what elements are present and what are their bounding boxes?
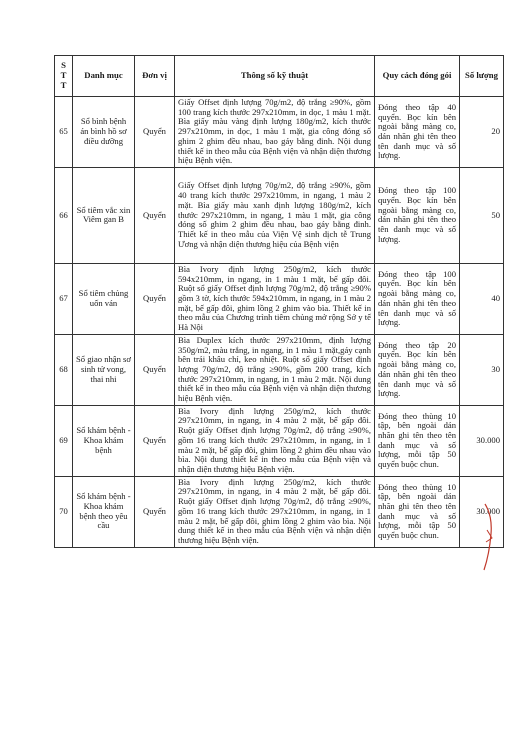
row-spec: Giấy Offset định lượng 70g/m2, độ trắng ≥90%, gồm 100 trang kích thước 297x210mm, in dọc, 1 màu 1 mặt. Bìa giấy màu vàng định lượng 180g/m2, kích thước 297x210mm, in dọc, 1 màu 1 mặt, gia công đóng số ghim 2 ghim đều nhau, bao gáy bằng đinh. Nội dung thiết kế in theo mẫu của Bệnh viện và nhận diện thương hiệu Bệnh viện. bbox=[175, 97, 375, 168]
row-unit: Quyển bbox=[135, 405, 175, 476]
row-packaging: Đóng theo tập 40 quyển. Bọc kín bên ngoài bằng màng co, dán nhãn ghi tên theo tên danh mục và số lượng. bbox=[375, 97, 460, 168]
row-quantity: 30.000 bbox=[460, 405, 504, 476]
row-packaging: Đóng theo tập 100 quyển. Bọc kín bên ngoài bằng màng co, dán nhãn ghi tên theo tên danh mục và số lượng. bbox=[375, 263, 460, 334]
row-unit: Quyển bbox=[135, 167, 175, 263]
table-row bbox=[55, 97, 504, 168]
specification-table bbox=[54, 55, 504, 548]
row-quantity: 40 bbox=[460, 263, 504, 334]
table-row bbox=[55, 405, 504, 476]
row-spec: Bìa Ivory định lượng 250g/m2, kích thước 594x210mm, in ngang, in 1 màu 1 mặt, bế gấp đôi. Ruột sổ giấy Offset định lượng 70g/m2, độ trắng ≥90% gồm 3 tờ, kích thước 594x210mm, in ngang, in 1 màu 2 mặt, bế gấp đôi, ghim lồng 2 ghim vào bìa. Thiết kế in theo mẫu của Chương trình tiêm chủng mở rộng Sở y tế Hà Nội bbox=[175, 263, 375, 334]
row-spec: Giấy Offset định lượng 70g/m2, độ trắng ≥90%, gồm 40 trang kích thước 297x210mm, in ngang, 1 màu 2 mặt. Bìa giấy màu xanh định lượng 180g/m2, kích thước 297x210mm, in ngang, 1 màu 1 mặt, gia công đóng số ghim 2 ghim đều nhau, bao gáy bằng đinh. Thiết kế in theo mẫu của Viện Vệ sinh dịch tễ Trung Ương và nhận diện thương hiệu của Bệnh viện bbox=[175, 167, 375, 263]
row-item-name: Sổ tiêm chủng uốn ván bbox=[73, 263, 135, 334]
row-stt: 67 bbox=[55, 263, 73, 334]
row-spec: Bìa Ivory định lượng 250g/m2, kích thước 297x210mm, in ngang, in 4 màu 2 mặt, bế gấp đôi. Ruột giấy Offset định lượng 70g/m2, độ trắng ≥90%, gồm 16 trang kích thước 297x210mm, in ngang, in 1 màu 2 mặt, bế gấp đôi, ghim lồng 2 ghim đều nhau vào bìa. Nội dung thiết kế in theo mẫu của Bệnh viện và nhận diện thương hiệu Bệnh viện. bbox=[175, 405, 375, 476]
row-packaging: Đóng theo thùng 10 tập, bên ngoài dán nhãn ghi tên theo tên danh mục và số lượng, mỗi tập 50 quyển buộc chun. bbox=[375, 405, 460, 476]
header-qty: Số lượng bbox=[460, 56, 504, 97]
row-stt: 69 bbox=[55, 405, 73, 476]
row-stt: 66 bbox=[55, 167, 73, 263]
row-packaging: Đóng theo thùng 10 tập, bên ngoài dán nhãn ghi tên theo tên danh mục và số lượng, mỗi tập 50 quyển buộc chun. bbox=[375, 476, 460, 547]
header-pack: Quy cách đóng gói bbox=[375, 56, 460, 97]
row-stt: 70 bbox=[55, 476, 73, 547]
row-unit: Quyển bbox=[135, 263, 175, 334]
header-spec: Thông số kỹ thuật bbox=[175, 56, 375, 97]
row-spec: Bìa Ivory định lượng 250g/m2, kích thước 297x210mm, in ngang, in 4 màu 2 mặt, bế gấp đôi. Ruột giấy Offset định lượng 70g/m2, độ trắng ≥90%, gồm 16 trang kích thước 297x210mm, in ngang, in 1 màu 2 mặt, bế gấp đôi, ghim lồng 2 ghim vào bìa. Nội dung thiết kế in theo mẫu của Bệnh viện và nhận diện thương hiệu Bệnh viện. bbox=[175, 476, 375, 547]
row-item-name: Sổ giao nhận sơ sinh tử vong, thai nhi bbox=[73, 334, 135, 405]
header-stt-s: S bbox=[61, 60, 66, 71]
row-stt: 68 bbox=[55, 334, 73, 405]
row-quantity: 30.000 bbox=[460, 476, 504, 547]
row-unit: Quyển bbox=[135, 334, 175, 405]
row-item-name: Sổ tiêm vắc xin Viêm gan B bbox=[73, 167, 135, 263]
row-quantity: 20 bbox=[460, 97, 504, 168]
header-stt-t1: T bbox=[60, 70, 67, 81]
header-stt-t2: T bbox=[60, 79, 67, 90]
row-packaging: Đóng theo tập 100 quyển. Bọc kín bên ngoài bằng màng co, dán nhãn ghi tên theo tên danh mục và số lượng. bbox=[375, 167, 460, 263]
row-item-name: Sổ bình bệnh án bình hồ sơ điều dưỡng bbox=[73, 97, 135, 168]
row-spec: Bìa Duplex kích thước 297x210mm, định lượng 350g/m2, màu trắng, in ngang, in 1 màu 1 mặt,gáy cạnh bên trái khâu chỉ, keo nhiệt. Ruột sổ giấy Offset định lượng 70g/m2, độ trắng ≥90%, gồm 200 trang, kích thước 297x210mm, in ngang, in 1 màu 2 mặt. Nội dung thiết kế in theo mẫu của Bệnh viện và nhận diện thương hiệu Bệnh viện. bbox=[175, 334, 375, 405]
table-header-row bbox=[55, 56, 504, 97]
row-item-name: Sổ khám bệnh - Khoa khám bệnh bbox=[73, 405, 135, 476]
table-row bbox=[55, 167, 504, 263]
row-quantity: 50 bbox=[460, 167, 504, 263]
row-stt: 65 bbox=[55, 97, 73, 168]
row-quantity: 30 bbox=[460, 334, 504, 405]
row-unit: Quyển bbox=[135, 97, 175, 168]
row-unit: Quyển bbox=[135, 476, 175, 547]
header-name: Danh mục bbox=[73, 56, 135, 97]
table-row bbox=[55, 263, 504, 334]
header-unit: Đơn vị bbox=[135, 56, 175, 97]
row-packaging: Đóng theo tập 20 quyển. Bọc kín bên ngoài bằng màng co, dán nhãn ghi tên theo tên danh mục và số lượng. bbox=[375, 334, 460, 405]
row-item-name: Sổ khám bệnh - Khoa khám bệnh theo yêu cầu bbox=[73, 476, 135, 547]
table-row bbox=[55, 476, 504, 547]
header-stt bbox=[55, 56, 73, 97]
table-row bbox=[55, 334, 504, 405]
